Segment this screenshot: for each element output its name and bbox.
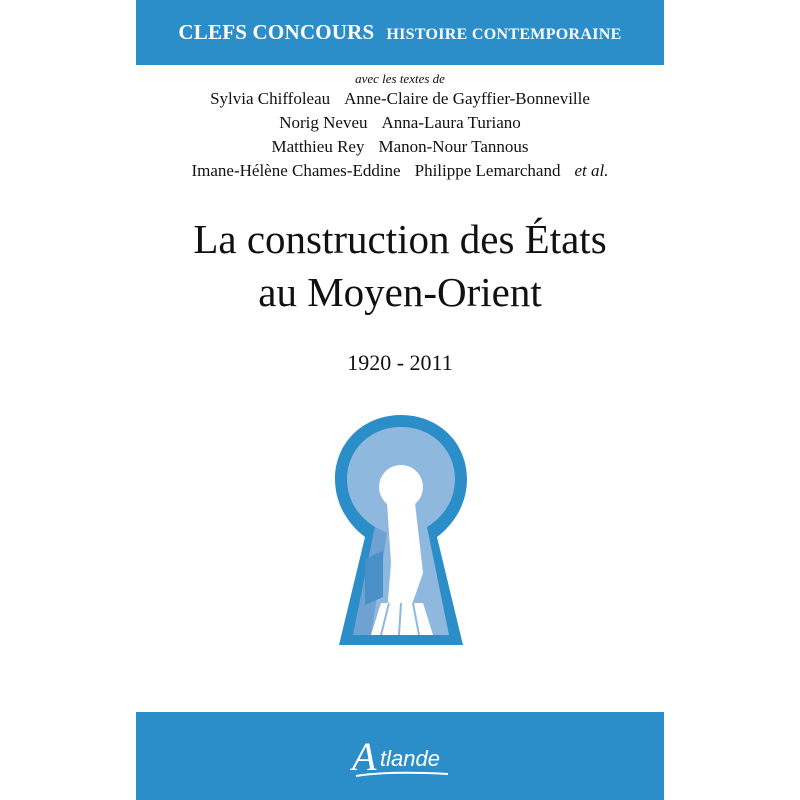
door-block-icon: [365, 551, 383, 605]
publisher-logo: [350, 732, 470, 780]
series-banner: [136, 0, 664, 65]
keyhole-illustration: [331, 413, 471, 648]
author-block: [136, 70, 664, 183]
author-name: Philippe Lemarchand: [414, 161, 561, 180]
light-floor-icon: [371, 603, 433, 635]
subseries-name: HISTOIRE CONTEMPORAINE: [386, 26, 622, 43]
title-line: au Moyen-Orient: [258, 269, 542, 315]
series-title: [178, 20, 621, 45]
series-name: CLEFS CONCOURS: [178, 20, 375, 44]
author-line: [136, 111, 664, 135]
authors-intro: avec les textes de: [355, 71, 445, 86]
et-al-label: et al.: [574, 161, 609, 180]
author-name: Anne-Claire de Gayffier-Bonneville: [344, 89, 590, 108]
date-range: 1920 - 2011: [347, 350, 453, 375]
author-name: Anna-Laura Turiano: [381, 113, 521, 132]
author-line: [136, 159, 664, 183]
title-line: La construction des États: [193, 216, 607, 262]
author-line: [136, 135, 664, 159]
author-name: Norig Neveu: [279, 113, 368, 132]
publisher-initial: A: [352, 734, 377, 779]
keyhole-light-circle-icon: [379, 465, 423, 509]
author-name: Sylvia Chiffoleau: [210, 89, 331, 108]
publisher-rest: tlande: [380, 746, 440, 771]
publisher-banner: [136, 712, 664, 800]
book-title: [136, 213, 664, 319]
author-name: Matthieu Rey: [271, 137, 365, 156]
author-name: Manon-Nour Tannous: [378, 137, 529, 156]
author-line: [136, 87, 664, 111]
book-cover: [136, 0, 664, 800]
author-name: Imane-Hélène Chames-Eddine: [191, 161, 401, 180]
